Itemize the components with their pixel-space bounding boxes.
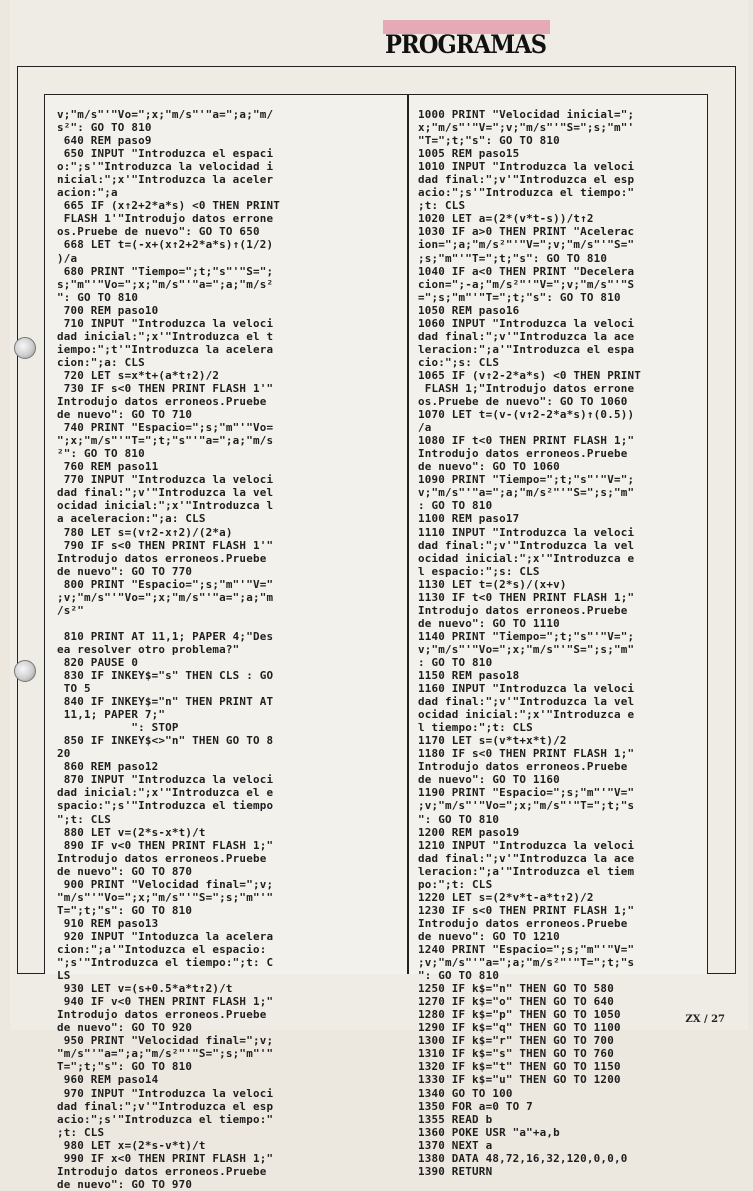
code-line: de nuevo": GO TO 970: [57, 1177, 193, 1191]
code-line: 920 INPUT "Intoduzca la acelera: [57, 929, 274, 943]
code-line: ";t: CLS: [57, 812, 112, 826]
code-line: dad final:";v'"Introduzca el esp: [57, 1099, 274, 1113]
code-line: ;v;"m/s"'"Vo=";x;"m/s"'"T=";t;"s: [418, 799, 635, 813]
code-line: cio:";s: CLS: [418, 355, 500, 369]
code-line: 800 PRINT "Espacio=";s;"m"'"V=": [57, 577, 274, 591]
code-line: ";s'"Introduzca el tiempo:";t: C: [57, 956, 274, 970]
code-line: T=";t;"s": GO TO 810: [57, 1060, 193, 1074]
code-line: T=";t;"s": GO TO 810: [57, 903, 193, 917]
code-line: 870 INPUT "Introduzca la veloci: [57, 773, 274, 787]
code-line: cion:";a'"Intoduzca el espacio:: [57, 943, 267, 956]
code-line: FLASH 1'"Introdujo datos errone: [57, 212, 274, 226]
code-line: 650 INPUT "Introduzca el espaci: [57, 147, 274, 161]
code-line: 1355 READ b: [418, 1112, 493, 1126]
code-line: 700 REM paso10: [57, 303, 159, 317]
code-line: ;s;"m"'"T=";t;"s": GO TO 810: [418, 251, 608, 265]
code-line: o:";s'"Introduzca la velocidad i: [57, 160, 274, 174]
code-line: ": GO TO 810: [418, 812, 500, 826]
code-line: 680 PRINT "Tiempo=";t;"s"'"S=";: [57, 264, 274, 278]
code-line: 790 IF s<0 THEN PRINT FLASH 1'": [57, 538, 274, 552]
code-line: l tiempo:";t: CLS: [418, 721, 533, 735]
code-line: dad inicial:";x'"Introduzca el e: [57, 786, 274, 800]
code-line: ocidad inicial:";x'"Introduzca e: [418, 551, 635, 565]
code-line: dad final:";v'"Introduzca la vel: [57, 486, 274, 500]
code-line: 1130 LET t=(2*s)/(x+v): [418, 577, 567, 591]
code-line: po:";t: CLS: [418, 877, 493, 891]
code-line: de nuevo": GO TO 1160: [418, 773, 560, 787]
code-line: 1090 PRINT "Tiempo=";t;"s"'"V=";: [418, 473, 635, 487]
code-line: l espacio:";s: CLS: [418, 564, 540, 578]
binder-hole: [14, 660, 36, 682]
code-line: 850 IF INKEY$<>"n" THEN GO TO 8: [57, 734, 274, 748]
code-line: 1250 IF k$="n" THEN GO TO 580: [418, 982, 614, 996]
code-line: 860 REM paso12: [57, 760, 159, 774]
code-line: Introdujo datos erroneos.Pruebe: [418, 447, 628, 461]
code-line: cion=";-a;"m/s²"'"V=";v;"m/s"'"S: [418, 277, 635, 291]
code-line: 1280 IF k$="p" THEN GO TO 1050: [418, 1008, 621, 1022]
code-line: 710 INPUT "Introduzca la veloci: [57, 316, 274, 330]
code-line: 1050 REM paso16: [418, 303, 520, 317]
code-line: cion:";a: CLS: [57, 355, 145, 369]
section-title: PROGRAMAS: [385, 30, 547, 59]
code-line: 970 INPUT "Introduzca la veloci: [57, 1086, 274, 1100]
code-line: /a: [418, 421, 432, 435]
code-line: 20: [57, 747, 71, 761]
code-listing-left: [57, 108, 280, 1191]
code-line: 1340 GO TO 100: [418, 1086, 513, 1100]
code-line: TO 5: [57, 682, 91, 696]
code-line: )/a: [57, 251, 78, 265]
code-line: dad inicial:";x'"Introduzca el t: [57, 329, 274, 343]
code-line: 1210 INPUT "Introduzca la veloci: [418, 838, 635, 852]
code-line: =";s;"m"'"T=";t;"s": GO TO 810: [418, 290, 621, 304]
page-folio: ZX / 27: [685, 1014, 725, 1025]
binder-hole: [14, 337, 36, 359]
code-line: 890 IF v<0 THEN PRINT FLASH 1;": [57, 838, 274, 852]
code-line: Introdujo datos erroneos.Pruebe: [57, 851, 267, 865]
code-line: 1160 INPUT "Introduzca la veloci: [418, 682, 635, 696]
code-line: 910 REM paso13: [57, 916, 159, 930]
code-line: ea resolver otro problema?": [57, 642, 240, 656]
code-line: 1330 IF k$="u" THEN GO TO 1200: [418, 1073, 621, 1087]
code-line: ;v;"m/s"'"a=";a;"m/s²"'"T=";t;"s: [418, 956, 635, 970]
code-line: de nuevo": GO TO 1110: [418, 616, 560, 630]
code-line: Introdujo datos erroneos.Pruebe: [418, 603, 628, 617]
code-line: 1070 LET t=(v-(v↑2-2*a*s)↑(0.5)): [418, 408, 635, 422]
code-line: ";x;"m/s"'"T=";t;"s"'"a=";a;"m/s: [57, 434, 274, 448]
code-line: 1010 INPUT "Introduzca la veloci: [418, 160, 635, 174]
code-line: 1380 DATA 48,72,16,32,120,0,0,0: [418, 1151, 628, 1165]
code-line: 780 LET s=(v↑2-x↑2)/(2*a): [57, 525, 233, 539]
code-line: 950 PRINT "Velocidad final=";v;: [57, 1034, 274, 1048]
code-line: 1240 PRINT "Espacio=";s;"m"'"V=": [418, 943, 635, 956]
code-line: dad final:";v'"Introduzca la ace: [418, 329, 635, 343]
code-line: "T=";t;"s": GO TO 810: [418, 134, 560, 148]
code-line: "m/s"'"a=";a;"m/s²"'"S=";s;"m"'": [57, 1047, 274, 1061]
code-line: 940 IF v<0 THEN PRINT FLASH 1;": [57, 995, 274, 1009]
code-line: dad final:";v'"Introduzca la vel: [418, 538, 635, 552]
code-line: 740 PRINT "Espacio=";s;"m"'"Vo=: [57, 421, 274, 435]
code-line: 1390 RETURN: [418, 1164, 493, 1178]
code-line: 820 PAUSE 0: [57, 655, 139, 669]
code-line: 11,1; PAPER 7;": [57, 708, 166, 722]
code-line: de nuevo": GO TO 870: [57, 864, 193, 878]
code-line: 770 INPUT "Introduzca la veloci: [57, 473, 274, 487]
code-line: 640 REM paso9: [57, 134, 152, 148]
code-line: spacio:";s'"Introduzca el tiempo: [57, 799, 274, 813]
code-line: leracion:";a'"Introduzca el espa: [418, 342, 635, 356]
code-line: 1030 IF a>0 THEN PRINT "Acelerac: [418, 225, 635, 239]
code-line: nicial:";x'"Introduzca la aceler: [57, 173, 274, 187]
code-line: Introdujo datos erroneos.Pruebe: [57, 395, 267, 409]
code-line: LS: [57, 969, 71, 983]
code-line: s²": GO TO 810: [57, 121, 152, 135]
code-line: 1360 POKE USR "a"+a,b: [418, 1125, 560, 1139]
code-line: ;v;"m/s"'"Vo=";x;"m/s"'"a=";a;"m: [57, 590, 274, 604]
code-line: 840 IF INKEY$="n" THEN PRINT AT: [57, 695, 274, 709]
code-line: os.Pruebe de nuevo": GO TO 650: [57, 225, 260, 239]
code-line: de nuevo": GO TO 1210: [418, 929, 560, 943]
code-line: Introdujo datos erroneos.Pruebe: [418, 760, 628, 774]
code-line: 1150 REM paso18: [418, 669, 520, 683]
code-line: ": STOP: [57, 721, 179, 735]
code-line: "m/s"'"Vo=";x;"m/s"'"S=";s;"m"'": [57, 890, 274, 904]
code-line: acio:";s'"Introduzca el tiempo:": [57, 1112, 274, 1126]
code-line: ²": GO TO 810: [57, 447, 145, 461]
code-line: 1230 IF s<0 THEN PRINT FLASH 1;": [418, 903, 635, 917]
code-line: 960 REM paso14: [57, 1073, 159, 1087]
code-line: 1310 IF k$="s" THEN GO TO 760: [418, 1047, 614, 1061]
code-line: Introdujo datos erroneos.Pruebe: [57, 1008, 267, 1022]
code-line: : GO TO 810: [418, 655, 493, 669]
code-line: ;t: CLS: [57, 1125, 105, 1139]
code-line: FLASH 1;"Introdujo datos errone: [418, 381, 635, 395]
code-line: 1270 IF k$="o" THEN GO TO 640: [418, 995, 614, 1009]
code-line: 668 LET t=(-x+(x↑2+2*a*s)↑(1/2): [57, 238, 274, 252]
code-line: 1320 IF k$="t" THEN GO TO 1150: [418, 1060, 621, 1074]
code-line: 1005 REM paso15: [418, 147, 520, 161]
code-line: 1000 PRINT "Velocidad inicial=";: [418, 108, 635, 121]
code-line: ": GO TO 810: [57, 290, 139, 304]
code-line: 1220 LET s=(2*v*t-a*t↑2)/2: [418, 890, 594, 904]
code-line: [57, 617, 280, 630]
code-line: 1370 NEXT a: [418, 1138, 493, 1152]
code-line: 930 LET v=(s+0.5*a*t↑2)/t: [57, 982, 233, 996]
code-line: 1110 INPUT "Introduzca la veloci: [418, 525, 635, 539]
code-line: 1060 INPUT "Introduzca la veloci: [418, 316, 635, 330]
code-line: Introdujo datos erroneos.Pruebe: [418, 916, 628, 930]
code-line: dad final:";v'"Introduzca el esp: [418, 173, 635, 187]
code-line: 990 IF x<0 THEN PRINT FLASH 1;": [57, 1151, 274, 1165]
code-line: a aceleracion:";a: CLS: [57, 512, 206, 526]
code-line: 1170 LET s=(v*t+x*t)/2: [418, 734, 567, 748]
code-line: 1140 PRINT "Tiempo=";t;"s"'"V=";: [418, 629, 635, 643]
code-line: 1080 IF t<0 THEN PRINT FLASH 1;": [418, 434, 635, 448]
code-line: Introdujo datos erroneos.Pruebe: [57, 551, 267, 565]
code-line: acio:";s'"Introduzca el tiempo:": [418, 186, 635, 200]
code-line: 665 IF (x↑2+2*a*s) <0 THEN PRINT: [57, 199, 280, 213]
code-line: Introdujo datos erroneos.Pruebe: [57, 1164, 267, 1178]
code-line: ocidad inicial:";x'"Introduzca e: [418, 708, 635, 722]
code-line: 1190 PRINT "Espacio=";s;"m"'"V=": [418, 786, 635, 800]
code-line: de nuevo": GO TO 920: [57, 1021, 193, 1035]
code-line: 720 LET s=x*t+(a*t↑2)/2: [57, 368, 220, 382]
code-line: ion=";a;"m/s²"'"V=";v;"m/s"'"S=": [418, 238, 635, 252]
code-line: 1040 IF a<0 THEN PRINT "Decelera: [418, 264, 635, 278]
code-line: x;"m/s"'"V=";v;"m/s"'"S=";s;"m"': [418, 121, 635, 135]
code-line: 1180 IF s<0 THEN PRINT FLASH 1;": [418, 747, 635, 761]
code-line: /s²": [57, 603, 85, 617]
code-line: 830 IF INKEY$="s" THEN CLS : GO: [57, 669, 274, 683]
code-line: 1020 LET a=(2*(v*t-s))/t↑2: [418, 212, 594, 226]
code-line: 1100 REM paso17: [418, 512, 520, 526]
code-line: 1290 IF k$="q" THEN GO TO 1100: [418, 1021, 621, 1035]
code-line: 900 PRINT "Velocidad final=";v;: [57, 877, 274, 891]
code-line: acion:";a: [57, 186, 118, 200]
code-line: 880 LET v=(2*s-x*t)/t: [57, 825, 206, 839]
code-line: 760 REM paso11: [57, 460, 159, 474]
code-line: os.Pruebe de nuevo": GO TO 1060: [418, 395, 628, 409]
code-line: iempo:";t'"Introduzca la acelera: [57, 342, 274, 356]
code-line: dad final:";v'"Introduzca la ace: [418, 851, 635, 865]
code-line: s;"m"'"Vo=";x;"m/s"'"a=";a;"m/s²: [57, 277, 274, 291]
code-line: : GO TO 810: [418, 499, 493, 513]
code-line: de nuevo": GO TO 1060: [418, 460, 560, 474]
code-line: ": GO TO 810: [418, 969, 500, 983]
code-line: ocidad inicial:";x'"Introduzca l: [57, 499, 274, 513]
code-line: leracion:";a'"Introduzca el tiem: [418, 864, 635, 878]
code-line: 1300 IF k$="r" THEN GO TO 700: [418, 1034, 614, 1048]
code-line: de nuevo": GO TO 710: [57, 408, 193, 422]
code-listing-right: [418, 108, 641, 1178]
code-line: 1065 IF (v↑2-2*a*s) <0 THEN PRINT: [418, 368, 641, 382]
code-line: 730 IF s<0 THEN PRINT FLASH 1'": [57, 381, 274, 395]
code-line: dad final:";v'"Introduzca la vel: [418, 695, 635, 709]
code-line: 1130 IF t<0 THEN PRINT FLASH 1;": [418, 590, 635, 604]
code-line: v;"m/s"'"a=";a;"m/s²"'"S=";s;"m": [418, 486, 635, 500]
code-line: v;"m/s"'"Vo=";x;"m/s"'"a=";a;"m/: [57, 108, 274, 121]
code-line: 810 PRINT AT 11,1; PAPER 4;"Des: [57, 629, 274, 643]
code-line: de nuevo": GO TO 770: [57, 564, 193, 578]
code-line: v;"m/s"'"Vo=";x;"m/s"'"S=";s;"m": [418, 642, 635, 656]
code-line: 1200 REM paso19: [418, 825, 520, 839]
code-line: 1350 FOR a=0 TO 7: [418, 1099, 533, 1113]
code-line: ;t: CLS: [418, 199, 466, 213]
code-line: 980 LET x=(2*s-v*t)/t: [57, 1138, 206, 1152]
